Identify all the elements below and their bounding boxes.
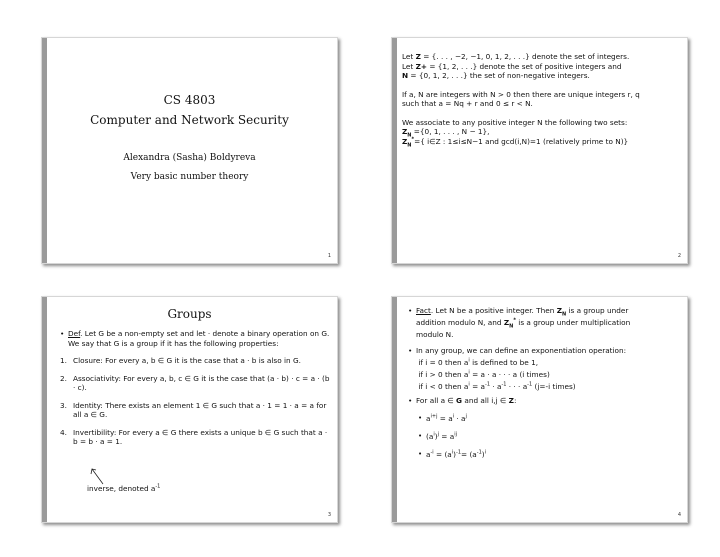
slide-number: 3 (327, 512, 331, 518)
slide-accent-bar (392, 38, 397, 263)
slide-1-title-line1: CS 4803 (163, 93, 216, 107)
property-identity: 3. Identity: There exists an element 1 ∈ G such that a · 1 = 1 · a = a for all a ∈ G. (60, 400, 327, 419)
inverse-note: inverse, denoted $a^{-1}$ (87, 483, 161, 493)
division-line-1: If a, N are integers with N > 0 then there are unique integers r, q (402, 89, 640, 99)
exponentiation-bullet: • In any group, we can define an exponentiation operation: (408, 346, 627, 355)
fact-bullet: • Fact. Let N be a positive integer. Then $Z_N$ is a group under addition modulo N, and $Z_N^*$ is a group under multiplication modulo N. (408, 306, 631, 339)
slide-accent-bar (42, 297, 47, 522)
rule-negative: • $a^{-i} = (a^i)^{-1}= (a^{-1})^i$ (418, 449, 487, 459)
slide-accent-bar (42, 38, 47, 263)
exp-case-positive: if i > 0 then $a^i = a \cdot a$ · · · a (i times) (418, 369, 550, 379)
arrow-icon (89, 467, 109, 485)
slide-number: 4 (677, 512, 681, 518)
slide-number: 1 (327, 253, 331, 259)
zn-star-definition: $Z_N^*=${ i∈Z : 1≤i≤N−1 and gcd(i,N)=1 (relatively prime to N)} (402, 136, 629, 148)
division-line-2: such that a = Nq + r and 0 ≤ r < N. (402, 99, 533, 108)
rule-product: • $a^{i+j} = a^i \cdot a^j$ (418, 413, 467, 423)
slide-1-title-line2: Computer and Network Security (90, 113, 289, 127)
slide-2-content (402, 52, 682, 146)
group-definition: • Def. Let G be a non-empty set and let · denote a binary operation on G. We say that G is a group if it has the following properties: (60, 329, 330, 348)
integers-line: Let Z = {. . . , −2, −1, 0, 1, 2, . . .} denote the set of integers. (402, 52, 630, 61)
positive-integers-line: Let Z+ = {1, 2, . . .} denote the set of positive integers and (402, 61, 622, 71)
zn-definition: $Z_N =\{0$, 1, . . . , N − 1}, (402, 127, 490, 139)
slide-4 (391, 296, 688, 523)
slide-1 (41, 37, 338, 264)
slide-1-subtitle: Very basic number theory (130, 172, 249, 182)
sets-intro: We associate to any positive integer N the following two sets: (402, 117, 628, 127)
property-associativity: 2. Associativity: For every a, b, c ∈ G it is the case that (a · b) · c = a · (b · c). (60, 373, 330, 392)
property-closure: 1. Closure: For every a, b ∈ G it is the case that a · b is also in G. (60, 356, 301, 365)
forall-bullet: • For all a ∈ G and all i,j ∈ Z: (408, 396, 517, 405)
exp-case-negative: if i < 0 then $a^i = a^{-1} \cdot a^{-1}$ · · · $a^{-1}$ (j=-i times) (418, 381, 576, 391)
slide-3-title: Groups (167, 307, 212, 321)
slide-3-content (60, 329, 332, 447)
slide-4-content (408, 305, 683, 461)
slide-2 (391, 37, 688, 264)
property-invertibility: 4. Invertibility: For every a ∈ G there exists a unique b ∈ G such that a · b = b · a = 1. (60, 427, 328, 446)
slide-1-author: Alexandra (Sasha) Boldyreva (123, 153, 256, 163)
exp-case-zero: if i = 0 then $a^i$ is defined to be 1, (418, 357, 539, 367)
slide-accent-bar (392, 297, 397, 522)
slide-number: 2 (677, 253, 681, 259)
nonnegative-integers-line: N = {0, 1, 2, . . .} the set of non-negative integers. (402, 71, 590, 80)
rule-power: • $(a^i)^j = a^{ij}$ (418, 431, 457, 441)
slide-3 (41, 296, 338, 523)
